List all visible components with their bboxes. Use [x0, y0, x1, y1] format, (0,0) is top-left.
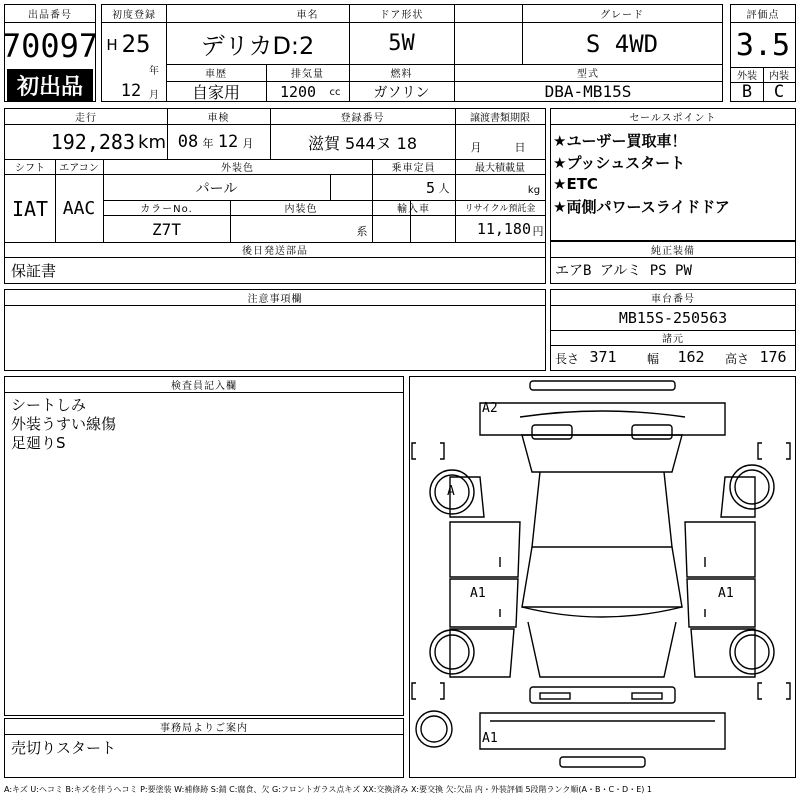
- lot-number-box: [1, 4, 99, 102]
- lot-number: 70097: [1, 27, 99, 65]
- shift-type: IAT: [11, 196, 49, 221]
- grade: S 4WD: [585, 29, 659, 58]
- vehicle-info-box: [101, 4, 723, 102]
- sales-point-4: ★両側パワースライドドア: [553, 197, 730, 216]
- height-label: 高さ: [724, 351, 749, 366]
- mileage-label: 走行: [75, 113, 97, 124]
- sales-point-2: ★プッシュスタート: [553, 153, 686, 172]
- model-label: 型式: [577, 69, 599, 80]
- sales-point-1: ★ユーザー買取車！: [553, 131, 687, 150]
- sales-points-label: セールスポイント: [629, 113, 717, 124]
- chassis-box: [550, 289, 796, 371]
- inspector-label: 検査員記入欄: [171, 381, 237, 392]
- cc-unit: cc: [329, 87, 341, 98]
- transfer-label: 譲渡書類期限: [470, 113, 530, 124]
- first-listing-badge: 初出品: [7, 69, 93, 101]
- color-number: Z7T: [152, 219, 181, 239]
- transfer-month-unit: 月: [470, 141, 482, 154]
- km-unit: km: [138, 131, 166, 153]
- kg-unit: kg: [527, 184, 541, 196]
- capacity-label: 乗車定員: [391, 163, 436, 174]
- reg-month: 12: [120, 81, 142, 101]
- aircon-type: AAC: [62, 198, 96, 219]
- car-name: デリカD:2: [200, 32, 315, 60]
- kei-unit: 系: [356, 225, 368, 238]
- inspector-box: [4, 376, 404, 716]
- shift-label: シフト: [15, 163, 45, 174]
- later-parts-label: 後日発送部品: [242, 246, 308, 257]
- chassis-label: 車台番号: [651, 294, 695, 305]
- sales-points-box: [550, 108, 796, 241]
- inspection-year-unit: 年: [202, 137, 214, 150]
- displacement-label: 排気量: [291, 69, 324, 80]
- specs-label: 諸元: [662, 334, 684, 345]
- car-name-label: 車名: [296, 10, 319, 21]
- reg-year: 25: [121, 30, 151, 58]
- month-unit: 月: [149, 89, 159, 101]
- lot-number-label: 出品番号: [28, 10, 72, 21]
- inspector-note-2: 外装うすい線傷: [11, 415, 117, 433]
- inspector-note-1: シートしみ: [11, 396, 87, 414]
- yen-unit: 円: [532, 225, 544, 238]
- color-no-label: カラーNo.: [140, 204, 193, 215]
- notes-label: 注意事項欄: [247, 294, 303, 305]
- ext-color: パール: [195, 180, 238, 197]
- chassis-number: MB15S-250563: [618, 309, 728, 327]
- registration-number: 滋賀 544ヌ 18: [307, 133, 418, 153]
- office-label: 事務局よりご案内: [160, 723, 248, 734]
- transfer-day-unit: 日: [514, 141, 526, 154]
- detail-table: [4, 108, 546, 284]
- notes-box: [4, 289, 546, 371]
- import-label: 輸入車: [397, 204, 430, 215]
- car-diagram-box: [409, 376, 796, 778]
- reg-no-label: 登録番号: [340, 113, 385, 124]
- recycle-fee: 11,180: [476, 220, 531, 238]
- length-value: 371: [589, 348, 617, 366]
- history: 自家用: [191, 83, 240, 102]
- inspector-note-3: 足廻りS: [11, 434, 66, 452]
- ext-color-label: 外装色: [221, 163, 254, 174]
- office-note: 売切りスタート: [11, 738, 117, 757]
- inspection-month: 12: [217, 132, 239, 152]
- inspection-year: 08: [177, 132, 199, 152]
- door-type: 5W: [388, 31, 415, 56]
- fuel: ガソリン: [373, 84, 430, 101]
- inspection-month-unit: 月: [242, 137, 254, 150]
- score: 3.5: [735, 27, 791, 63]
- std-equip-label: 純正装備: [651, 246, 695, 257]
- year-unit: 年: [149, 65, 159, 77]
- capacity: 5: [425, 178, 435, 197]
- std-equipment: エアB アルミ PS PW: [555, 263, 692, 279]
- sales-point-3: ★ETC: [553, 175, 598, 193]
- max-load-label: 最大積載量: [475, 163, 525, 174]
- damage-a2: A2: [482, 401, 498, 416]
- width-label: 幅: [646, 351, 659, 366]
- car-diagram: [410, 377, 795, 777]
- interior-label: 内装: [769, 71, 789, 82]
- width-value: 162: [677, 348, 705, 366]
- recycle-label: リサイクル預託金: [464, 204, 536, 214]
- displacement: 1200: [279, 82, 317, 101]
- legend: A:キズ U:ヘコミ B:キズを伴うヘコミ P:要塗装 W:補修跡 S:錆 C:腐食、欠 G:フロントガラス点キズ XX:交換済み X:要交換 欠:欠品 内・外装評価 5段階ランク順(A・B・C・D・E) 1: [4, 784, 653, 794]
- height-value: 176: [759, 348, 787, 366]
- aircon-label: エアコン: [59, 163, 99, 174]
- person-unit: 人: [438, 182, 450, 195]
- std-equip-box: [550, 241, 796, 284]
- era: H: [106, 36, 118, 54]
- office-box: [4, 718, 404, 778]
- damage-a1-bottom: A1: [482, 731, 498, 746]
- first-reg-label: 初度登録: [112, 10, 156, 21]
- int-color-label: 内装色: [284, 204, 318, 215]
- later-parts: 保証書: [11, 262, 57, 280]
- door-label: ドア形状: [379, 10, 424, 21]
- grade-label: グレード: [600, 10, 644, 21]
- exterior-grade: B: [741, 82, 753, 102]
- mileage: 192,283: [50, 130, 135, 154]
- damage-a1-right: A1: [718, 586, 734, 601]
- score-box: [730, 4, 796, 102]
- inspection-label: 車検: [207, 113, 230, 124]
- damage-a-left-wheel: A: [447, 484, 455, 499]
- fuel-label: 燃料: [390, 69, 413, 80]
- score-label: 評価点: [746, 10, 780, 21]
- damage-a1-left: A1: [470, 586, 486, 601]
- history-label: 車歴: [205, 69, 227, 80]
- interior-grade: C: [773, 82, 785, 102]
- length-label: 長さ: [554, 351, 579, 366]
- exterior-label: 外装: [737, 71, 757, 82]
- model-code: DBA-MB15S: [544, 82, 632, 101]
